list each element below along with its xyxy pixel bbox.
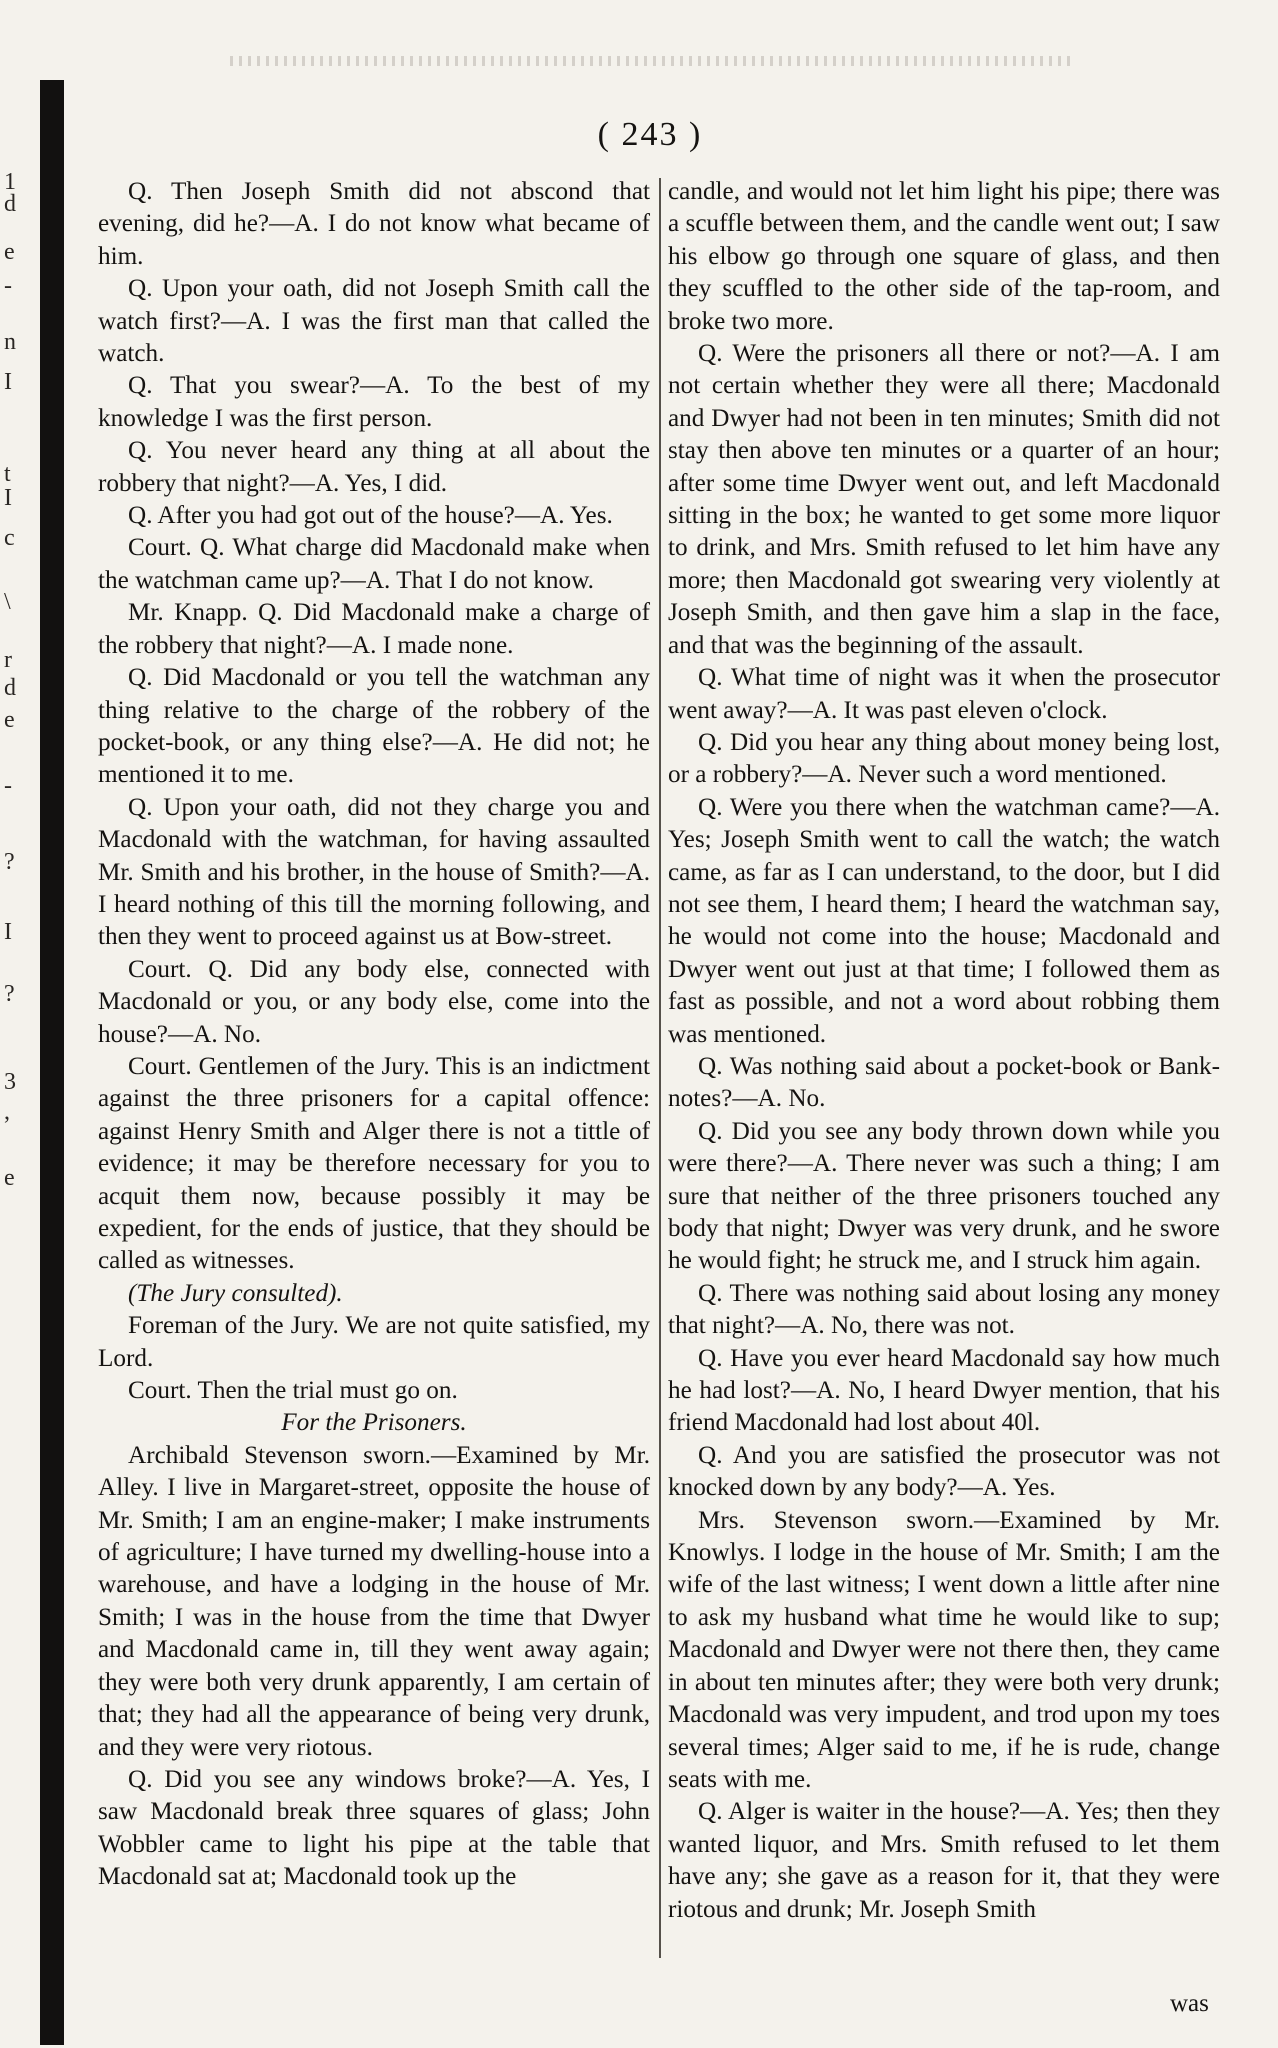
margin-fragment: e	[4, 1165, 15, 1191]
margin-fragment: n	[4, 329, 16, 355]
paragraph: Q. That you swear?—A. To the best of my knowledge I was the first person.	[98, 372, 650, 432]
right-column	[668, 176, 1220, 1926]
paragraph: Archibald Stevenson sworn.—Examined by Mr. Alley. I live in Margaret-street, opposite the house of Mr. Smith; I am an engine-maker; I make instruments of agriculture; I have turned my dwelling-house into a warehouse, and have a lodging in the house of Mr. Smith; I was in the house from the time that Dwyer and Macdonald came in, till they went away again; they were both very drunk apparently, I am certain of that; they had all the appearance of being very drunk, and they were very riotous.	[98, 1441, 650, 1761]
margin-fragment: -	[4, 273, 12, 299]
paragraph: Foreman of the Jury. We are not quite satisfied, my Lord.	[98, 1312, 650, 1372]
margin-fragment: I	[4, 369, 12, 395]
paragraph: Q. Have you ever heard Macdonald say how much he had lost?—A. No, I heard Dwyer mention, that his friend Macdonald had lost about 40l.	[668, 1344, 1220, 1437]
paragraph: Q. Did you see any windows broke?—A. Yes, I saw Macdonald break three squares of glass; John Wobbler came to light his pipe at the table that Macdonald sat at; Macdonald took up the	[98, 1765, 650, 1891]
binding-shadow	[40, 80, 64, 2045]
section-heading: For the Prisoners.	[281, 1409, 467, 1437]
paragraph: Court. Then the trial must go on.	[128, 1377, 458, 1405]
scan-noise-top	[230, 56, 1070, 66]
paragraph: Court. Q. What charge did Macdonald make when the watchman came up?—A. That I do not know.	[98, 534, 650, 594]
column-rule	[659, 178, 661, 1958]
paragraph: Q. Did Macdonald or you tell the watchman any thing relative to the charge of the robbery of the pocket-book, or any thing else?—A. He did not; he mentioned it to me.	[98, 664, 650, 789]
paragraph: Q. Were you there when the watchman came?—A. Yes; Joseph Smith went to call the watch; the watch came, as far as I can understand, to the door, but I did not see them, I heard them; I heard the watchman say, he would not come into the house; Macdonald and Dwyer went out just at that time; I followed them as fast as possible, and not a word about robbing them was mentioned.	[668, 793, 1220, 1048]
margin-fragment: ,	[4, 1099, 10, 1125]
paragraph: Q. Did you hear any thing about money being lost, or a robbery?—A. Never such a word mentioned.	[668, 728, 1220, 789]
margin-fragment: I	[4, 485, 12, 511]
paragraph: Q. Were the prisoners all there or not?—A. I am not certain whether they were all there; Macdonald and Dwyer had not been in ten minutes; Smith did not stay then above ten minutes or a quarter of an hour; after some time Dwyer went out, and left Macdonald sitting in the box; he wanted to get some more liquor to drink, and Mrs. Smith refused to let him have any more; then Macdonald got swearing very violently at Joseph Smith, and then gave him a slap in the face, and that was the beginning of the assault.	[668, 340, 1220, 659]
margin-fragment: -	[4, 773, 12, 799]
margin-fragment: ?	[4, 849, 15, 875]
paragraph: Q. What time of night was it when the prosecutor went away?—A. It was past eleven o'clock.	[668, 664, 1220, 724]
margin-fragment: t	[4, 461, 11, 487]
margin-fragment: d	[4, 675, 16, 701]
page-number: ( 243 )	[597, 116, 703, 153]
margin-fragment: \	[4, 589, 11, 615]
margin-fragment: e	[4, 707, 15, 733]
paragraph: Q. After you had got out of the house?—A. Yes.	[128, 502, 613, 530]
margin-bleed-through	[0, 170, 26, 1250]
paragraph: candle, and would not let him light his pipe; there was a scuffle between them, and the candle went out; I saw his elbow go through one square of glass, and then they scuffled to the other side of the tap-room, and broke two more.	[668, 178, 1220, 335]
margin-fragment: e	[4, 239, 15, 265]
paragraph: Court. Gentlemen of the Jury. This is an indictment against the three prisoners for a capital offence: against Henry Smith and Alger there is not a tittle of evidence; it may be therefore necessary for you to acquit them now, because possibly it may be expedient, for the ends of justice, that they should be called as witnesses.	[98, 1052, 650, 1275]
margin-fragment: c	[4, 525, 15, 551]
paragraph: Q. And you are satisfied the prosecutor was not knocked down by any body?—A. Yes.	[668, 1441, 1220, 1502]
paragraph: Court. Q. Did any body else, connected with Macdonald or you, or any body else, come into the house?—A. No.	[98, 955, 650, 1048]
paragraph: Q. Upon your oath, did not Joseph Smith call the watch first?—A. I was the first man that called the watch.	[98, 275, 650, 368]
paragraph: Q. You never heard any thing at all about the robbery that night?—A. Yes, I did.	[98, 437, 650, 497]
paragraph: Mrs. Stevenson sworn.—Examined by Mr. Knowlys. I lodge in the house of Mr. Smith; I am the wife of the last witness; I went down a little after nine to ask my husband what time he would like to sup; Macdonald and Dwyer were not there then, they came in about ten minutes after; they were both very drunk; Macdonald was very impudent, and trod upon my toes several times; Alger said to me, if he is rude, change seats with me.	[668, 1506, 1220, 1793]
jury-consulted-note: (The Jury consulted).	[128, 1279, 343, 1307]
paragraph: Q. Alger is waiter in the house?—A. Yes; then they wanted liquor, and Mrs. Smith refused to let them have any; she gave as a reason for it, that they were riotous and drunk; Mr. Joseph Smith	[668, 1798, 1220, 1923]
margin-fragment: I	[4, 919, 12, 945]
paragraph: Q. Was nothing said about a pocket-book or Bank-notes?—A. No.	[668, 1052, 1220, 1113]
paragraph: Q. There was nothing said about losing any money that night?—A. No, there was not.	[668, 1279, 1220, 1340]
margin-fragment: 3	[4, 1069, 16, 1095]
paragraph: Mr. Knapp. Q. Did Macdonald make a charge of the robbery that night?—A. I made none.	[98, 599, 650, 659]
margin-fragment: d	[4, 191, 16, 217]
margin-fragment: r	[4, 647, 12, 673]
paragraph: Q. Did you see any body thrown down while you were there?—A. There never was such a thing; I am sure that neither of the three prisoners touched any body that night; Dwyer was very drunk, and he swore he would fight; he struck me, and I struck him again.	[668, 1117, 1220, 1275]
margin-fragment: ?	[4, 981, 15, 1007]
paragraph: Q. Then Joseph Smith did not abscond that evening, did he?—A. I do not know what became of him.	[98, 178, 650, 270]
paragraph: Q. Upon your oath, did not they charge you and Macdonald with the watchman, for having assaulted Mr. Smith and his brother, in the house of Smith?—A. I heard nothing of this till the morning following, and then they went to proceed against us at Bow-street.	[98, 793, 650, 951]
left-column	[98, 176, 650, 1894]
catchword: was	[1170, 1990, 1209, 2017]
margin-fragment: 1	[4, 169, 16, 195]
